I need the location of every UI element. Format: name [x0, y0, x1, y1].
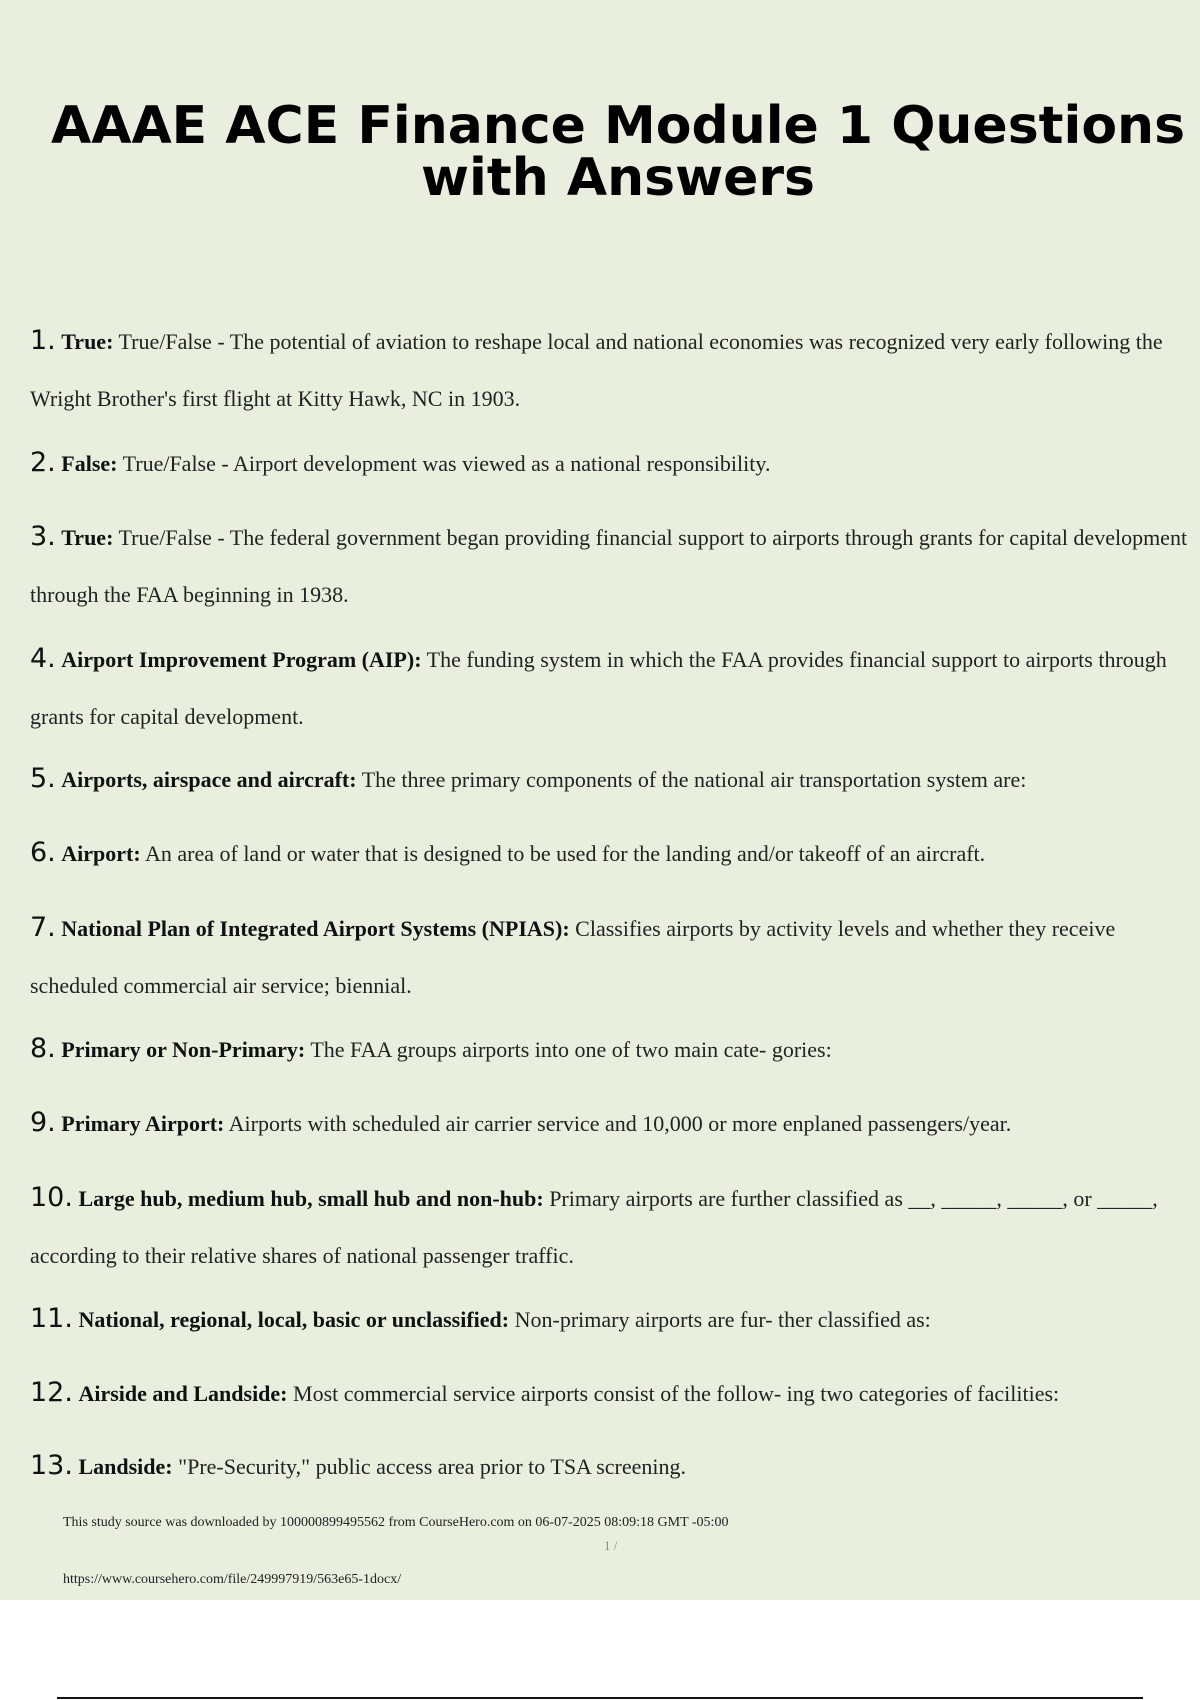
- question-item: [30, 1020, 1195, 1078]
- item-answer: False:: [61, 451, 118, 476]
- item-question: The three primary components of the national air transportation system are:: [361, 767, 1027, 792]
- bottom-divider: [57, 1697, 1143, 1699]
- item-answer: Primary or Non-Primary:: [61, 1037, 306, 1062]
- title-line-2: with Answers: [421, 148, 815, 208]
- item-answer: Large hub, medium hub, small hub and non-hub:: [78, 1186, 544, 1211]
- item-number: 5.: [30, 763, 56, 794]
- item-answer: National, regional, local, basic or unclassified:: [78, 1307, 510, 1332]
- item-question: True/False - The federal government began providing financial support to airports through grants for capital development through the FAA beginning in 1938.: [30, 525, 1188, 607]
- item-question: True/False - The potential of aviation to reshape local and national economies was recognized very early following the Wright Brother's first flight at Kitty Hawk, NC in 1903.: [30, 329, 1163, 411]
- question-item: [30, 899, 1195, 1014]
- item-answer: Airport:: [61, 841, 141, 866]
- item-number: 6.: [30, 837, 56, 868]
- item-number: 12.: [30, 1377, 73, 1408]
- question-item: [30, 312, 1195, 427]
- item-question: True/False - Airport development was viewed as a national responsibility.: [122, 451, 771, 476]
- question-item: [30, 750, 1195, 808]
- item-answer: Airports, airspace and aircraft:: [61, 767, 357, 792]
- item-answer: True:: [61, 525, 114, 550]
- question-item: [30, 508, 1195, 623]
- source-url[interactable]: https://www.coursehero.com/file/249997919/563e65-1docx/: [63, 1572, 402, 1587]
- question-item: [30, 1169, 1195, 1284]
- question-item: [30, 1290, 1195, 1348]
- item-number: 2.: [30, 447, 56, 478]
- page-number: 1 /: [604, 1538, 618, 1553]
- item-number: 10.: [30, 1182, 73, 1213]
- question-item: [30, 434, 1195, 492]
- item-answer: Airport Improvement Program (AIP):: [61, 647, 422, 672]
- question-item: [30, 824, 1195, 882]
- item-number: 11.: [30, 1303, 73, 1334]
- item-question: Primary airports are further classified as __, _____, _____, or _____, according to their relative shares of national passenger traffic.: [30, 1186, 1158, 1268]
- item-question: Most commercial service airports consist of the follow- ing two categories of facilities:: [293, 1381, 1060, 1406]
- item-number: 7.: [30, 912, 56, 943]
- item-question: An area of land or water that is designed to be used for the landing and/or takeoff of an aircraft.: [144, 841, 986, 866]
- item-number: 9.: [30, 1107, 56, 1138]
- question-item: [30, 630, 1195, 745]
- item-number: 13.: [30, 1450, 73, 1481]
- item-number: 4.: [30, 643, 56, 674]
- item-answer: Airside and Landside:: [78, 1381, 288, 1406]
- item-number: 1.: [30, 325, 56, 356]
- item-answer: National Plan of Integrated Airport Systems (NPIAS):: [61, 916, 570, 941]
- item-question: Classifies airports by activity levels and whether they receive scheduled commercial air service; biennial.: [30, 916, 1116, 998]
- question-item: [30, 1364, 1195, 1422]
- title-line-1: AAAE ACE Finance Module 1 Questions: [50, 96, 1186, 156]
- item-question: The funding system in which the FAA provides financial support to airports through grants for capital development.: [30, 647, 1167, 729]
- download-notice: This study source was downloaded by 100000899495562 from CourseHero.com on 06-07-2025 08:09:18 GMT -05:00: [63, 1515, 729, 1530]
- item-answer: Primary Airport:: [61, 1111, 225, 1136]
- item-answer: Landside:: [78, 1454, 173, 1479]
- question-item: [30, 1094, 1195, 1152]
- item-question: Non-primary airports are fur- ther classified as:: [514, 1307, 931, 1332]
- item-answer: True:: [61, 329, 114, 354]
- item-question: Airports with scheduled air carrier service and 10,000 or more enplaned passengers/year.: [228, 1111, 1012, 1136]
- question-item: [30, 1437, 1195, 1495]
- item-number: 3.: [30, 521, 56, 552]
- item-question: "Pre-Security," public access area prior to TSA screening.: [178, 1454, 687, 1479]
- item-question: The FAA groups airports into one of two main cate- gories:: [310, 1037, 832, 1062]
- item-number: 8.: [30, 1033, 56, 1064]
